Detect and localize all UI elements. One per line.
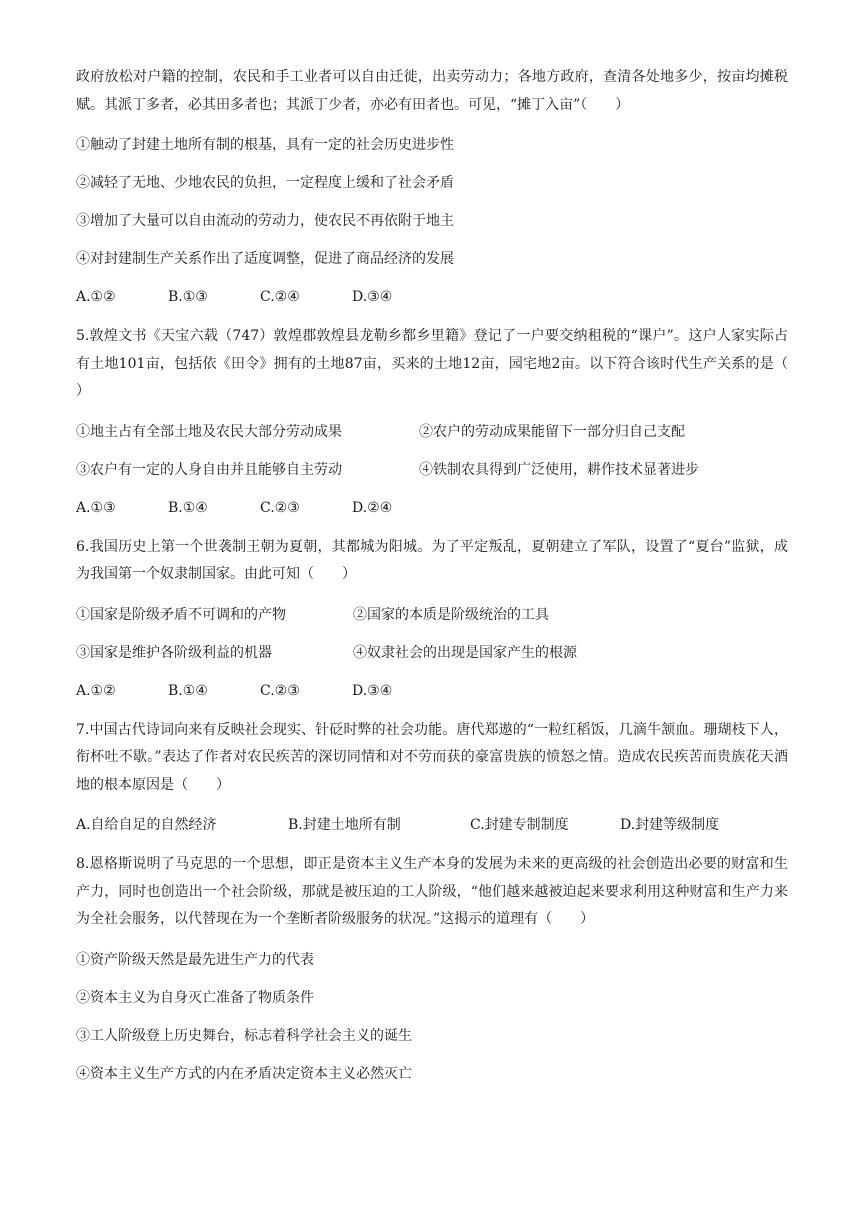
choice-b: B.①④ (168, 682, 208, 699)
statement-row (76, 605, 788, 625)
question-5 (76, 323, 816, 518)
choice-c: C.②③ (260, 499, 300, 516)
choice-b: B.封建土地所有制 (288, 817, 401, 833)
question-4 (76, 64, 788, 307)
answer-choices (76, 287, 788, 307)
statement-row (76, 460, 788, 480)
question-8 (76, 851, 788, 1084)
statement-2: ②资本主义为自身灭亡准备了物质条件 (76, 989, 314, 1006)
statement-4: ④资本主义生产方式的内在矛盾决定资本主义必然灭亡 (76, 1065, 412, 1082)
statement-row (76, 643, 788, 663)
choice-a: A.①③ (76, 499, 116, 516)
statement-4: ④对封建制生产关系作出了适度调整，促进了商品经济的发展 (76, 251, 454, 267)
choice-b: B.①③ (168, 289, 208, 305)
choice-a: A.自给自足的自然经济 (76, 817, 217, 833)
choice-d: D.②④ (352, 499, 393, 516)
choice-c: C.②③ (260, 682, 300, 699)
statement-2: ②国家的本质是阶级统治的工具 (353, 606, 549, 623)
question-7 (76, 717, 788, 836)
choice-d: D.③④ (352, 289, 393, 305)
exam-page (76, 64, 816, 1084)
statement-1: ①资产阶级天然是最先进生产力的代表 (76, 951, 314, 968)
statement-3: ③工人阶级登上历史舞台，标志着科学社会主义的诞生 (76, 1027, 412, 1044)
choice-d: D.封建等级制度 (620, 817, 720, 833)
answer-choices (76, 815, 788, 835)
question-6 (76, 534, 788, 701)
question-stem: 7.中国古代诗词向来有反映社会现实、针砭时弊的社会功能。唐代郑遨的“一粒红稻饭，几滴牛颔血。珊瑚枝下人，衔杯吐不歇。”表达了作者对农民疾苦的深切同情和对不劳而获的豪富贵族的愤怒之情。造成农民疾苦而贵族花天酒地的根本原因是（ ） (76, 721, 788, 793)
statement-3: ③国家是维护各阶级利益的机器 (76, 644, 272, 661)
statement-row (76, 422, 788, 442)
choice-c: C.封建专制制度 (470, 817, 569, 833)
statement-1: ①国家是阶级矛盾不可调和的产物 (76, 606, 286, 623)
question-stem: 6.我国历史上第一个世袭制王朝为夏朝，其都城为阳城。为了平定叛乱，夏朝建立了军队，设置了“夏台”监狱，成为我国第一个奴隶制国家。由此可知（ ） (76, 538, 788, 582)
statement-2: ②减轻了无地、少地农民的负担，一定程度上缓和了社会矛盾 (76, 175, 454, 191)
question-stem: 政府放松对户籍的控制，农民和手工业者可以自由迁徙，出卖劳动力；各地方政府，查清各处地多少，按亩均摊税赋。其派丁多者，必其田多者也；其派丁少者，亦必有田者也。可见，“摊丁入亩”（ ） (76, 69, 788, 113)
question-stem: 5.敦煌文书《天宝六载（747）敦煌郡敦煌县龙勒乡都乡里籍》登记了一户要交纳租税的“课户”。这户人家实际占有土地101亩，包括依《田令》拥有的土地87亩，买来的土地12亩，园宅地2亩。以下符合该时代生产关系的是（ ） (76, 328, 816, 399)
choice-a: A.①② (76, 289, 116, 305)
question-stem: 8.恩格斯说明了马克思的一个思想，即正是资本主义生产本身的发展为未来的更高级的社会创造出必要的财富和生产力，同时也创造出一个社会阶级，那就是被压迫的工人阶级，“他们越来越被迫起来要求利用这种财富和生产力来为全社会服务，以代替现在为一个垄断者阶级服务的状况。”这揭示的道理有（ ） (76, 856, 788, 927)
answer-choices (76, 498, 788, 518)
statement-2: ②农户的劳动成果能留下一部分归自己支配 (419, 423, 685, 440)
statement-1: ①地主占有全部土地及农民大部分劳动成果 (76, 423, 342, 440)
choice-b: B.①④ (168, 499, 208, 516)
statement-3: ③农户有一定的人身自由并且能够自主劳动 (76, 461, 342, 478)
choice-c: C.②④ (260, 289, 300, 305)
statement-4: ④奴隶社会的出现是国家产生的根源 (353, 644, 577, 661)
statement-4: ④铁制农具得到广泛使用，耕作技术显著进步 (419, 461, 699, 478)
statement-1: ①触动了封建土地所有制的根基，具有一定的社会历史进步性 (76, 137, 454, 153)
choice-d: D.③④ (352, 682, 393, 699)
answer-choices (76, 681, 788, 701)
statement-3: ③增加了大量可以自由流动的劳动力，使农民不再依附于地主 (76, 213, 454, 229)
choice-a: A.①② (76, 682, 116, 699)
